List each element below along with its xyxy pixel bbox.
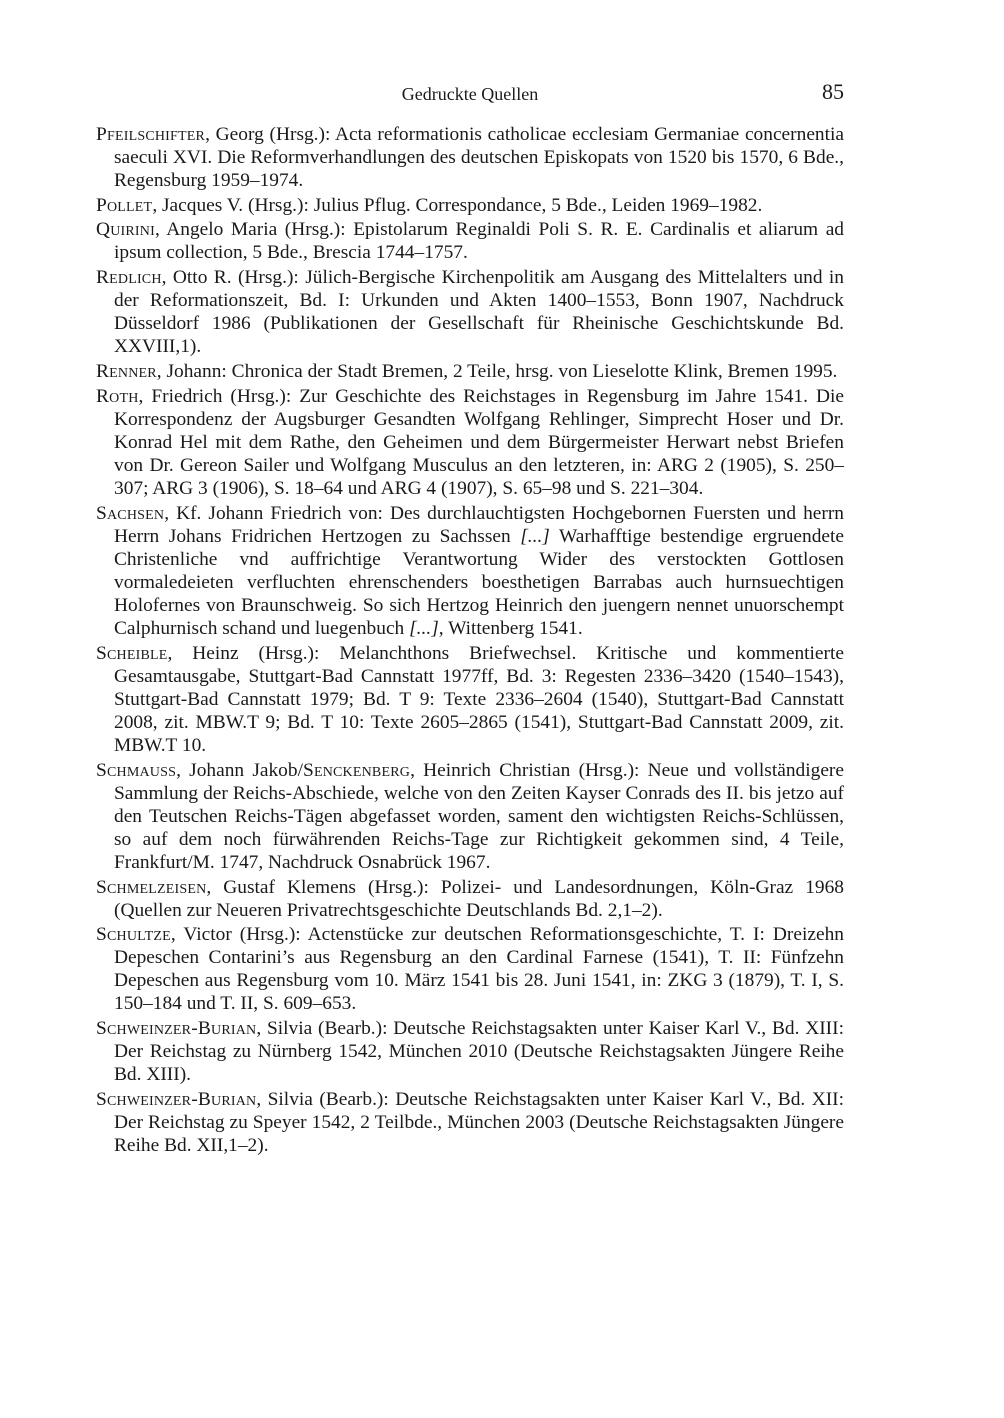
entry-text: , Georg (Hrsg.): Acta reformationis catholicae ecclesiam Germaniae concernentia saeculi XVI. Die Reformverhandlungen des deutschen Episkopats von 1520 bis 1570, 6 Bde., Regensburg 1959–1974.: [114, 124, 844, 192]
entry-text: , Silvia (Bearb.): Deutsche Reichstagsakten unter Kaiser Karl V., Bd. XIII: Der Reichstag zu Nürnberg 1542, München 2010 (Deutsche Reichstagsakten Jüngere Reihe Bd. XIII).: [114, 1018, 844, 1086]
bibliography-list: [96, 123, 844, 1159]
bibliography-entry: [96, 502, 844, 641]
entry-author: Pfeilschifter: [96, 124, 206, 145]
entry-author: Schmauss: [96, 759, 177, 781]
entry-author: Redlich: [96, 267, 162, 289]
entry-text: , Otto R. (Hrsg.): Jülich-Bergische Kirchenpolitik am Ausgang des Mittelalters und in der Reformationszeit, Bd. I: Urkunden und Akten 1400–1553, Bonn 1907, Nachdruck Düsseldorf 1986 (Publikationen der Gesellschaft für Rheinische Geschichtskunde Bd. XXVIII,1).: [114, 267, 844, 358]
entry-text: , Victor (Hrsg.): Actenstücke zur deutschen Reformationsgeschichte, T. I: Dreizehn Depeschen Contarini’s aus Regensburg an den Cardinal Farnese (1541), T. II: Fünfzehn Depeschen aus Regensburg vom 10. März 1541 bis 28. Juni 1541, in: ZKG 3 (1879), T. I, S. 150–184 und T. II, S. 609–653.: [114, 924, 844, 1015]
entry-text: , Silvia (Bearb.): Deutsche Reichstagsakten unter Kaiser Karl V., Bd. XII: Der Reichstag zu Speyer 1542, 2 Teilbde., München 2003 (Deutsche Reichstagsakten Jüngere Reihe Bd. XII,1–2).: [114, 1088, 844, 1157]
entry-text: , Angelo Maria (Hrsg.): Epistolarum Reginaldi Poli S. R. E. Cardinalis et aliarum ad ipsum collection, 5 Bde., Brescia 1744–1757.: [114, 219, 844, 264]
bibliography-entry: [96, 642, 844, 757]
bibliography-entry: [96, 876, 844, 922]
entry-text: Warhafftige bestendige ergruendete Christenliche vnd auffrichtige Verantwortung Wider des verstockten Gottlosen vormaledeieten verfluchten ehrenschenders boesthetigen Barrabas auch hurnsuechtigen Holofernes von Braunschweig. So sich Hertzog Heinrich den juengern nennet unuorschempt Calphurnisch schand und luegenbuch: [114, 525, 844, 639]
entry-text: , Gustaf Klemens (Hrsg.): Polizei- und Landesordnungen, Köln-Graz 1968 (Quellen zur Neueren Privatrechtsgeschichte Deutschlands Bd. 2,1–2).: [114, 876, 844, 921]
entry-text: , Wittenberg 1541.: [438, 617, 583, 639]
bibliography-entry: [96, 1017, 844, 1086]
entry-author: Schultze: [96, 924, 171, 946]
entry-text: , Heinrich Christian (Hrsg.): Neue und vollständigere Sammlung der Reichs-Abschiede, welche von den Zeiten Kayser Conrads des II. bis jetzo auf den Teutschen Reichs-Tägen abgefasset worden, sament den wichtigsten Reichs-Schlüssen, so auf dem noch fürwährenden Reichs-Tage zur Richtigkeit gekommen sind, 4 Teile, Frankfurt/M. 1747, Nachdruck Osnabrück 1967.: [114, 759, 844, 873]
entry-text: , Johann Jakob/: [176, 759, 303, 781]
entry-text: , Heinz (Hrsg.): Melanchthons Briefwechsel. Kritische und kommentierte Gesamtausgabe, Stuttgart-Bad Cannstatt 1977ff, Bd. 3: Regesten 2336–3420 (1540–1543), Stuttgart-Bad Cannstatt 1979; Bd. T 9: Texte 2336–2604 (1540), Stuttgart-Bad Cannstatt 2008, zit. MBW.T 9; Bd. T 10: Texte 2605–2865 (1541), Stuttgart-Bad Cannstatt 2009, zit. MBW.T 10.: [114, 642, 844, 756]
entry-author: Renner: [96, 360, 157, 382]
entry-author: Pollet: [96, 194, 153, 216]
bibliography-entry: [96, 123, 844, 192]
entry-text: , Johann: Chronica der Stadt Bremen, 2 Teile, hrsg. von Lieselotte Klink, Bremen 1995.: [156, 360, 838, 382]
entry-ellipsis: [...]: [409, 617, 439, 639]
entry-author: Roth: [96, 385, 139, 407]
bibliography-entry: [96, 218, 844, 264]
bibliography-entry: [96, 385, 844, 500]
running-title: Gedruckte Quellen: [401, 84, 539, 104]
entry-text: , Friedrich (Hrsg.): Zur Geschichte des Reichstages in Regensburg im Jahre 1541. Die Korrespondenz der Augsburger Gesandten Wolfgang Rehlinger, Simprecht Hoser und Dr. Konrad Hel mit dem Rathe, den Geheimen und dem Bürgermeister Herwart nebst Briefen von Dr. Gereon Sailer und Wolfgang Musculus an den letzteren, in: ARG 2 (1905), S. 250–307; ARG 3 (1906), S. 18–64 und ARG 4 (1907), S. 65–98 und S. 221–304.: [114, 385, 844, 499]
entry-author: Schweinzer-Burian: [96, 1088, 257, 1110]
bibliography-entry: [96, 1088, 844, 1157]
entry-author: Sachsen: [96, 502, 165, 524]
entry-author: Scheible: [96, 642, 168, 664]
entry-author: Schmelzeisen: [96, 876, 207, 898]
page-number: 85: [822, 79, 844, 104]
entry-author: Schweinzer-Burian: [96, 1018, 257, 1040]
bibliography-entry: [96, 266, 844, 358]
entry-coauthor: Senckenberg: [302, 759, 411, 781]
bibliography-entry: [96, 360, 844, 383]
entry-text: , Kf. Johann Friedrich von: Des durchlauchtigsten Hochgebornen Fuersten und herrn Herrn Johans Fridrichen Hertzogen zu Sachssen: [114, 502, 844, 547]
bibliography-entry: [96, 923, 844, 1015]
entry-text: , Jacques V. (Hrsg.): Julius Pflug. Correspondance, 5 Bde., Leiden 1969–1982.: [152, 194, 763, 216]
bibliography-entry: [96, 759, 844, 874]
entry-ellipsis: [...]: [520, 525, 550, 547]
running-head: [96, 80, 844, 106]
bibliography-entry: [96, 194, 844, 217]
entry-author: Quirini: [96, 219, 155, 241]
